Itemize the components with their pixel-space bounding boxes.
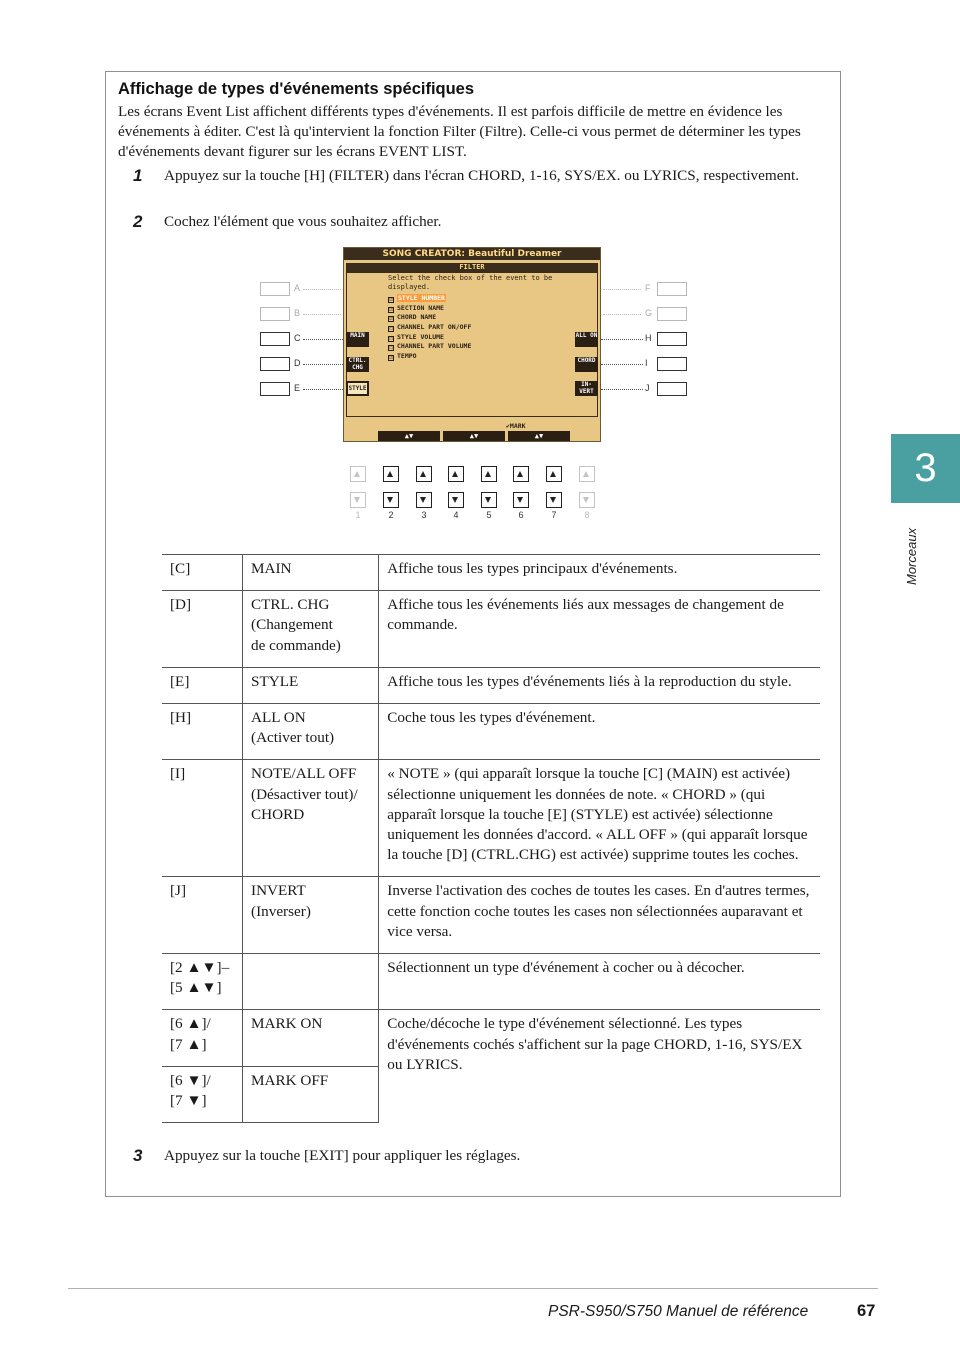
letter-label: D xyxy=(294,358,301,368)
table-row xyxy=(162,704,820,760)
lcd-ctrl-chg-button[interactable]: CTRL. CHG xyxy=(346,357,369,372)
leader-line xyxy=(601,364,643,365)
table-cell-desc: Inverse l'activation des coches de toutes les cases. En d'autres termes, cette fonction coche toutes les cases non sélectionnées auparavant et vice versa. xyxy=(379,877,820,954)
mark-label: ✔MARK xyxy=(506,422,526,430)
filter-item[interactable] xyxy=(388,313,471,323)
lcd-bottom-arrows[interactable]: ▲▼ xyxy=(378,431,440,441)
leader-line xyxy=(303,314,341,315)
filter-item-label: CHORD NAME xyxy=(397,313,437,322)
filter-item[interactable] xyxy=(388,294,471,304)
panel-button-j[interactable] xyxy=(657,382,687,396)
button-7-up[interactable] xyxy=(546,466,562,482)
step-number: 3 xyxy=(133,1146,143,1165)
letter-label: C xyxy=(294,333,301,343)
lcd-display xyxy=(343,247,601,442)
page-number: 67 xyxy=(857,1302,876,1320)
button-number: 4 xyxy=(453,510,459,520)
lcd-title: SONG CREATOR: Beautiful Dreamer xyxy=(344,248,600,260)
panel-button-i[interactable] xyxy=(657,357,687,371)
step-number: 2 xyxy=(133,212,143,231)
table-cell-name xyxy=(243,954,379,1010)
checkbox[interactable]: ☐ xyxy=(389,334,393,342)
button-number: 7 xyxy=(551,510,557,520)
button-3-up[interactable] xyxy=(416,466,432,482)
panel-button-g[interactable] xyxy=(657,307,687,321)
filter-item-label: STYLE NUMBER xyxy=(398,294,445,302)
leader-line xyxy=(303,289,341,290)
filter-item[interactable] xyxy=(388,333,471,343)
filter-item-label: SECTION NAME xyxy=(397,303,444,312)
table-cell-key: [6 ▲]/ [7 ▲] xyxy=(162,1010,243,1066)
letter-label: H xyxy=(645,333,652,343)
function-table xyxy=(162,554,820,1123)
filter-item[interactable] xyxy=(388,323,471,333)
filter-item[interactable] xyxy=(388,304,471,314)
leader-line xyxy=(601,339,643,340)
button-8-up[interactable] xyxy=(579,466,595,482)
letter-label: J xyxy=(645,383,650,393)
button-5-down[interactable] xyxy=(481,492,497,508)
filter-item-list xyxy=(388,294,471,362)
table-cell-name: MARK OFF xyxy=(243,1066,379,1122)
step-number: 1 xyxy=(133,166,143,185)
lcd-invert-button[interactable]: IN- VERT xyxy=(575,381,598,396)
table-cell-key: [C] xyxy=(162,555,243,591)
intro-paragraph: Les écrans Event List affichent différents types d'événements. Il est parfois difficile de mettre en évidence les événements à éditer. C'est là qu'intervient la fonction Filter (Filtre). Celle-ci vous permet de déterminer les types d'événements devant figurer sur les écrans EVENT LIST. xyxy=(118,103,801,161)
leader-line xyxy=(303,389,345,390)
leader-line xyxy=(303,339,345,340)
table-row xyxy=(162,591,820,668)
lcd-bottom-arrows[interactable]: ▲▼ xyxy=(443,431,505,441)
footer-divider xyxy=(68,1288,878,1289)
footer-title: PSR-S950/S750 Manuel de référence xyxy=(548,1303,809,1320)
lcd-bottom-arrows[interactable]: ▲▼ xyxy=(508,431,570,441)
letter-label: G xyxy=(645,308,653,318)
button-number: 6 xyxy=(518,510,524,520)
lcd-style-button[interactable]: STYLE xyxy=(346,381,369,396)
table-cell-name: CTRL. CHG (Changement de commande) xyxy=(243,591,379,668)
table-cell-desc: Affiche tous les événements liés aux messages de changement de commande. xyxy=(379,591,820,668)
table-cell-name: STYLE xyxy=(243,667,379,703)
button-number: 2 xyxy=(388,510,394,520)
filter-item-label: CHANNEL PART VOLUME xyxy=(397,342,472,351)
section-heading: Affichage de types d'événements spécifiques xyxy=(118,80,475,98)
button-number: 3 xyxy=(421,510,427,520)
letter-label: F xyxy=(645,283,651,293)
panel-button-b[interactable] xyxy=(260,307,290,321)
table-cell-name: INVERT (Inverser) xyxy=(243,877,379,954)
button-1-up[interactable] xyxy=(350,466,366,482)
table-cell-key: [6 ▼]/ [7 ▼] xyxy=(162,1066,243,1122)
table-cell-key: [I] xyxy=(162,760,243,877)
panel-button-e[interactable] xyxy=(260,382,290,396)
filter-item-label: STYLE VOLUME xyxy=(397,332,444,341)
chapter-label: Morceaux xyxy=(904,527,919,585)
table-row xyxy=(162,667,820,703)
table-cell-desc: Affiche tous les types d'événements liés à la reproduction du style. xyxy=(379,667,820,703)
filter-screen-illustration xyxy=(257,244,689,524)
filter-instruction: Select the check box of the event to be displayed. xyxy=(388,274,553,291)
chapter-tab: 3 xyxy=(891,434,960,503)
leader-line xyxy=(603,289,641,290)
table-cell-key: [2 ▲▼]– [5 ▲▼] xyxy=(162,954,243,1010)
button-7-down[interactable] xyxy=(546,492,562,508)
step-text: Appuyez sur la touche [H] (FILTER) dans l'écran CHORD, 1-16, SYS/EX. ou LYRICS, respectivement. xyxy=(164,167,800,184)
lcd-main-button[interactable]: MAIN xyxy=(346,332,369,347)
table-cell-name: MAIN xyxy=(243,555,379,591)
filter-panel xyxy=(346,272,598,417)
step-text: Appuyez sur la touche [EXIT] pour appliquer les réglages. xyxy=(164,1147,521,1164)
table-cell-key: [D] xyxy=(162,591,243,668)
checkbox[interactable]: ☑ xyxy=(389,296,393,303)
table-cell-desc: « NOTE » (qui apparaît lorsque la touche [C] (MAIN) est activée) sélectionne uniquement les données de note. « CHORD » (qui apparaît lorsque la touche [E] (STYLE) est activée) sélectionne uniquement les données d'accord. « ALL OFF » (qui apparaît lorsque la touche [D] (CTRL.CHG) est activée) supprime toutes les coches. xyxy=(379,760,820,877)
panel-button-a[interactable] xyxy=(260,282,290,296)
table-cell-key: [H] xyxy=(162,704,243,760)
button-2-down[interactable] xyxy=(383,492,399,508)
button-8-down[interactable] xyxy=(579,492,595,508)
panel-button-c[interactable] xyxy=(260,332,290,346)
checkbox[interactable]: ☐ xyxy=(389,325,393,333)
checkbox[interactable]: ☐ xyxy=(389,344,393,352)
table-cell-key: [J] xyxy=(162,877,243,954)
table-cell-name: NOTE/ALL OFF (Désactiver tout)/ CHORD xyxy=(243,760,379,877)
table-row xyxy=(162,555,820,591)
panel-button-d[interactable] xyxy=(260,357,290,371)
button-6-up[interactable] xyxy=(513,466,529,482)
table-cell-desc: Sélectionnent un type d'événement à cocher ou à décocher. xyxy=(379,954,820,1010)
filter-item[interactable] xyxy=(388,342,471,352)
leader-line xyxy=(601,389,643,390)
filter-item-label: CHANNEL PART ON/OFF xyxy=(397,323,472,332)
filter-item-label: TEMPO xyxy=(397,352,417,361)
table-row xyxy=(162,1010,820,1066)
table-cell-desc: Coche tous les types d'événement. xyxy=(379,704,820,760)
table-row xyxy=(162,954,820,1010)
checkbox[interactable]: ☑ xyxy=(389,305,393,313)
button-4-up[interactable] xyxy=(448,466,464,482)
panel-button-f[interactable] xyxy=(657,282,687,296)
letter-label: A xyxy=(294,283,301,293)
button-number: 5 xyxy=(486,510,492,520)
filter-item[interactable] xyxy=(388,352,471,362)
letter-label: I xyxy=(645,358,648,368)
table-cell-name: ALL ON (Activer tout) xyxy=(243,704,379,760)
step-text: Cochez l'élément que vous souhaitez afficher. xyxy=(164,213,442,230)
table-cell-name: MARK ON xyxy=(243,1010,379,1066)
letter-label: E xyxy=(294,383,301,393)
table-row xyxy=(162,877,820,954)
lcd-chord-button[interactable]: CHORD xyxy=(575,357,598,372)
panel-button-h[interactable] xyxy=(657,332,687,346)
button-3-down[interactable] xyxy=(416,492,432,508)
leader-line xyxy=(603,314,641,315)
lcd-all-on-button[interactable]: ALL ON xyxy=(575,332,598,347)
button-number: 8 xyxy=(584,510,590,520)
checkbox[interactable]: ☑ xyxy=(389,315,393,323)
leader-line xyxy=(303,364,345,365)
checkbox[interactable]: ☑ xyxy=(389,354,393,362)
letter-label: B xyxy=(294,308,301,318)
button-4-down[interactable] xyxy=(448,492,464,508)
button-2-up[interactable] xyxy=(383,466,399,482)
button-1-down[interactable] xyxy=(350,492,366,508)
button-5-up[interactable] xyxy=(481,466,497,482)
table-cell-desc: Coche/décoche le type d'événement sélectionné. Les types d'événements cochés s'affichent sur la page CHORD, 1-16, SYS/EX ou LYRICS. xyxy=(379,1010,820,1123)
table-cell-desc: Affiche tous les types principaux d'événements. xyxy=(379,555,820,591)
button-number: 1 xyxy=(355,510,361,520)
button-6-down[interactable] xyxy=(513,492,529,508)
filter-title-bar: FILTER xyxy=(346,263,598,272)
table-cell-key: [E] xyxy=(162,667,243,703)
table-row xyxy=(162,760,820,877)
